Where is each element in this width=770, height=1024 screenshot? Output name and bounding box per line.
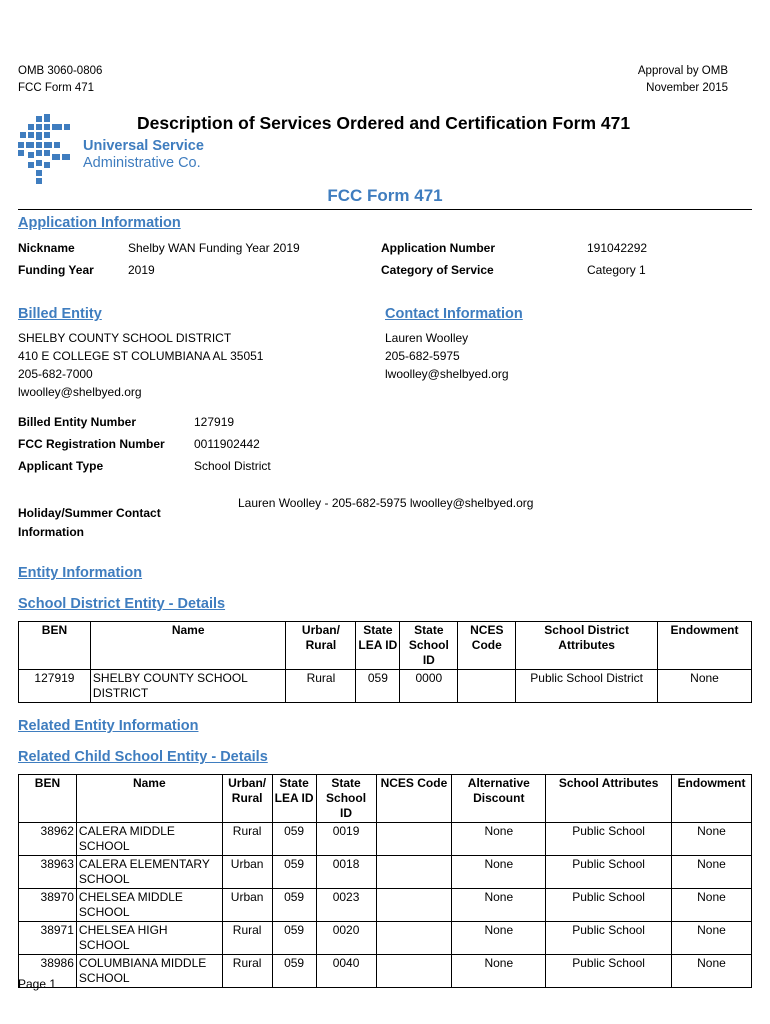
cell-endowment: None <box>671 955 751 988</box>
cell-ben: 38963 <box>19 856 77 889</box>
cell-alternative-discount: None <box>452 856 546 889</box>
col-nces-code: NCES Code <box>376 775 452 823</box>
page-number: Page 1 <box>18 977 57 991</box>
cell-ben: 127919 <box>19 670 91 703</box>
district-details-heading: School District Entity - Details <box>18 596 226 612</box>
fcc-reg-label: FCC Registration Number <box>18 437 165 451</box>
cell-endowment: None <box>671 922 751 955</box>
cell-alternative-discount: None <box>452 823 546 856</box>
col-nces-code: NCES Code <box>458 622 516 670</box>
cell-nces-code <box>458 670 516 703</box>
cell-state-lea-id: 059 <box>272 922 316 955</box>
col-state-lea-id: State LEA ID <box>272 775 316 823</box>
funding-year-label: Funding Year <box>18 263 94 277</box>
col-school-attributes: School Attributes <box>546 775 672 823</box>
child-details-heading: Related Child School Entity - Details <box>18 749 268 765</box>
holiday-contact-value: Lauren Woolley - 205-682-5975 lwoolley@shelbyed.org <box>238 496 534 510</box>
cell-state-school-id: 0020 <box>316 922 376 955</box>
cell-urban-rural: Rural <box>222 823 272 856</box>
applicant-type-label: Applicant Type <box>18 459 104 473</box>
ben-value: 127919 <box>194 415 235 429</box>
col-name: Name <box>90 622 286 670</box>
cell-name: CHELSEA HIGH SCHOOL <box>76 922 222 955</box>
usac-logo-icon <box>16 114 76 184</box>
cell-school-attributes: Public School <box>546 922 672 955</box>
table-row <box>19 955 752 988</box>
table-row <box>19 823 752 856</box>
district-details-table <box>18 621 752 703</box>
child-details-table <box>18 774 752 988</box>
cell-urban-rural: Urban <box>222 856 272 889</box>
cell-nces-code <box>376 922 452 955</box>
cell-state-lea-id: 059 <box>272 856 316 889</box>
col-state-school-id: State School ID <box>316 775 376 823</box>
billed-entity-phone: 205-682-7000 <box>18 367 93 381</box>
col-urban-rural: Urban/ Rural <box>222 775 272 823</box>
cell-alternative-discount: None <box>452 889 546 922</box>
col-ben: BEN <box>19 622 91 670</box>
cell-attributes: Public School District <box>516 670 658 703</box>
col-state-school-id: State School ID <box>400 622 458 670</box>
logo-line-1: Universal Service <box>83 138 204 154</box>
cell-name: COLUMBIANA MIDDLE SCHOOL <box>76 955 222 988</box>
col-ben: BEN <box>19 775 77 823</box>
col-name: Name <box>76 775 222 823</box>
cell-endowment: None <box>671 856 751 889</box>
nickname-label: Nickname <box>18 241 75 255</box>
cell-school-attributes: Public School <box>546 823 672 856</box>
cell-urban-rural: Rural <box>222 955 272 988</box>
category-label: Category of Service <box>381 263 494 277</box>
logo-line-2: Administrative Co. <box>83 155 201 171</box>
cell-endowment: None <box>671 823 751 856</box>
form-number-text: FCC Form 471 <box>18 82 95 94</box>
cell-alternative-discount: None <box>452 955 546 988</box>
col-urban-rural: Urban/ Rural <box>286 622 356 670</box>
application-number-value: 191042292 <box>587 241 648 255</box>
holiday-contact-label <box>18 504 161 542</box>
cell-school-attributes: Public School <box>546 856 672 889</box>
related-entity-heading: Related Entity Information <box>18 718 199 734</box>
cell-urban-rural: Urban <box>222 889 272 922</box>
cell-urban-rural: Rural <box>286 670 356 703</box>
approval-text: Approval by OMB <box>637 65 728 77</box>
child-table-body <box>19 823 752 988</box>
district-table-header <box>19 622 752 670</box>
cell-urban-rural: Rural <box>222 922 272 955</box>
cell-state-school-id: 0000 <box>400 670 458 703</box>
omb-approval <box>638 63 728 97</box>
cell-name: CHELSEA MIDDLE SCHOOL <box>76 889 222 922</box>
application-number-label: Application Number <box>381 241 496 255</box>
holiday-label-line-1: Holiday/Summer Contact <box>18 506 161 520</box>
col-alternative-discount: Alternative Discount <box>452 775 546 823</box>
table-row <box>19 856 752 889</box>
cell-endowment: None <box>671 889 751 922</box>
billed-entity-name: SHELBY COUNTY SCHOOL DISTRICT <box>18 331 232 345</box>
application-info-heading: Application Information <box>18 215 181 231</box>
billed-entity-heading: Billed Entity <box>18 306 102 322</box>
nickname-value: Shelby WAN Funding Year 2019 <box>128 241 300 255</box>
contact-phone: 205-682-5975 <box>385 349 460 363</box>
cell-ben: 38962 <box>19 823 77 856</box>
cell-ben: 38986 <box>19 955 77 988</box>
cell-endowment: None <box>658 670 752 703</box>
cell-ben: 38971 <box>19 922 77 955</box>
cell-nces-code <box>376 889 452 922</box>
child-table-header <box>19 775 752 823</box>
col-district-attributes: School District Attributes <box>516 622 658 670</box>
entity-info-heading: Entity Information <box>18 565 143 581</box>
col-endowment: Endowment <box>658 622 752 670</box>
contact-details <box>385 329 509 383</box>
cell-state-school-id: 0018 <box>316 856 376 889</box>
col-state-lea-id: State LEA ID <box>356 622 400 670</box>
page-title: Description of Services Ordered and Certification Form 471 <box>137 113 631 133</box>
cell-name: SHELBY COUNTY SCHOOL DISTRICT <box>90 670 286 703</box>
approval-date: November 2015 <box>646 82 728 94</box>
col-endowment: Endowment <box>671 775 751 823</box>
cell-nces-code <box>376 823 452 856</box>
cell-state-school-id: 0019 <box>316 823 376 856</box>
fcc-reg-value: 0011902442 <box>194 437 260 451</box>
title-divider <box>18 209 752 210</box>
cell-school-attributes: Public School <box>546 955 672 988</box>
table-row <box>19 670 752 703</box>
category-value: Category 1 <box>587 263 646 277</box>
billed-entity-address <box>18 329 263 401</box>
cell-ben: 38970 <box>19 889 77 922</box>
contact-email: lwoolley@shelbyed.org <box>385 367 509 381</box>
cell-name: CALERA MIDDLE SCHOOL <box>76 823 222 856</box>
billed-entity-email: lwoolley@shelbyed.org <box>18 385 142 399</box>
cell-state-lea-id: 059 <box>272 823 316 856</box>
cell-state-lea-id: 059 <box>272 889 316 922</box>
cell-nces-code <box>376 955 452 988</box>
funding-year-value: 2019 <box>128 263 155 277</box>
applicant-type-value: School District <box>194 459 271 473</box>
cell-school-attributes: Public School <box>546 889 672 922</box>
billed-entity-street: 410 E COLLEGE ST COLUMBIANA AL 35051 <box>18 349 264 363</box>
contact-info-heading: Contact Information <box>385 306 523 322</box>
omb-number <box>18 63 102 97</box>
cell-state-lea-id: 059 <box>272 955 316 988</box>
cell-state-school-id: 0023 <box>316 889 376 922</box>
table-row <box>19 889 752 922</box>
cell-state-school-id: 0040 <box>316 955 376 988</box>
cell-state-lea-id: 059 <box>356 670 400 703</box>
omb-number-text: OMB 3060-0806 <box>18 65 103 77</box>
ben-label: Billed Entity Number <box>18 415 137 429</box>
cell-alternative-discount: None <box>452 922 546 955</box>
table-row <box>19 922 752 955</box>
contact-name: Lauren Woolley <box>385 331 469 345</box>
cell-name: CALERA ELEMENTARY SCHOOL <box>76 856 222 889</box>
form-title: FCC Form 471 <box>327 186 443 205</box>
holiday-label-line-2: Information <box>18 525 84 539</box>
usac-logo-text <box>83 138 204 172</box>
cell-nces-code <box>376 856 452 889</box>
